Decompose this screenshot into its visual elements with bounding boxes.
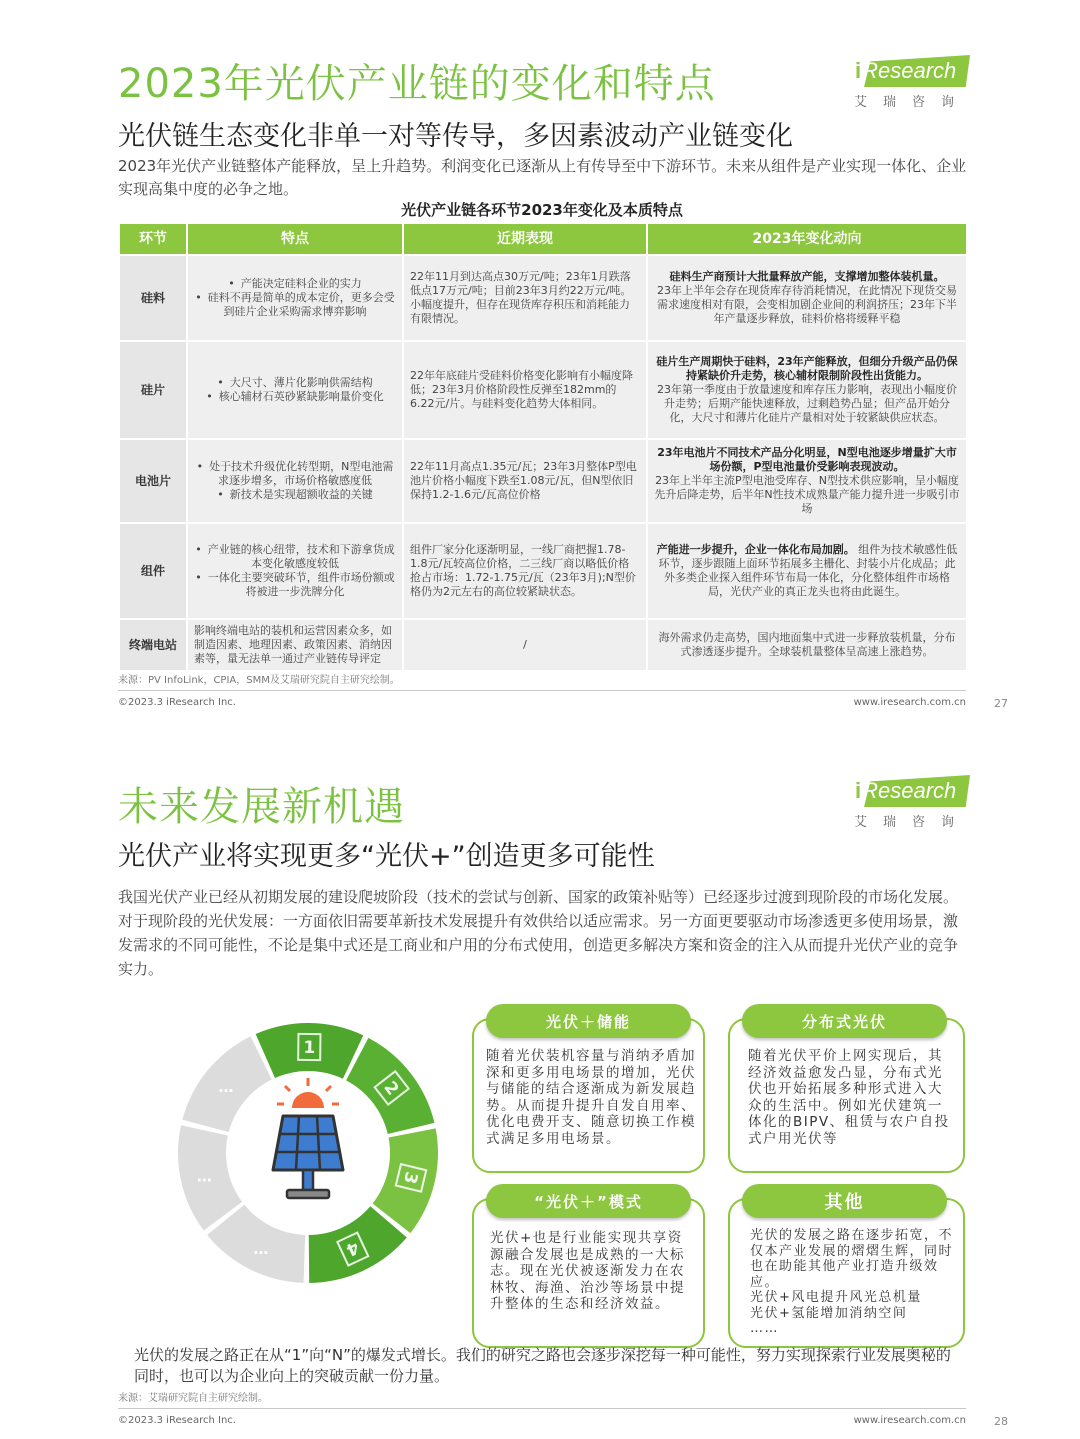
table-title: 光伏产业链各环节2023年变化及本质特点 xyxy=(401,201,683,219)
footer-divider xyxy=(118,1408,966,1409)
segment-cell: 硅料 xyxy=(120,256,186,340)
table-row xyxy=(120,440,966,522)
features-cell: 影响终端电站的装机和运营因素众多，如制造因素、地理因素、政策因素、消纳因素等，量无法单一通过产业链传导评定 xyxy=(188,620,402,670)
table-row xyxy=(120,524,966,618)
page-title: 未来发展新机遇 xyxy=(118,784,405,830)
intro-paragraph: 我国光伏产业已经从初期发展的建设爬坡阶段（技术的尝试与创新、国家的政策补贴等）已经逐步过渡到现阶段的市场化发展。对于现阶段的光伏发展：一方面依旧需要革新技术发展提升有效供给以适应需求。另一方面更要驱动市场渗透更多使用场景，激发需求的不同可能性，不论是集中式还是工商业和户用的分布式使用，创造更多解决方案和资金的注入从而提升光伏产业的竞争实力。 xyxy=(118,888,959,978)
segment-cell: 电池片 xyxy=(120,440,186,522)
trend-highlight: 产能进一步提升，企业一体化布局加剧。 xyxy=(656,543,855,556)
ring-segment-label: 1 xyxy=(303,1037,316,1059)
card-text: 光伏的发展之路在逐步拓宽，不仅本产业发展的熠熠生辉，同时也在助能其他产业打造升级效应。 光伏+风电提升风光总机量 光伏+氢能增加消纳空间 …… xyxy=(750,1228,954,1336)
logo-text: iResearch xyxy=(855,58,957,83)
industry-chain-table xyxy=(118,222,968,672)
ring-segment-label: 4 xyxy=(342,1236,362,1260)
card-others xyxy=(728,1192,965,1348)
trend-highlight: 23年电池片不同技术产品分化明显，N型电池逐步增量扩大市场份额，P型电池量价受影响表现波动。 xyxy=(657,446,957,473)
table-row xyxy=(120,256,966,340)
card-text: 随着光伏平价上网实现后，其经济效益愈发凸显，分布式光伏也开始拓展多种形式进入大众的生活中。例如光伏建筑一体化的BIPV、租赁与农户自投式户用光伏等 xyxy=(748,1048,950,1147)
feature-item: • 核心辅材石英砂紧缺影响量价变化 xyxy=(194,390,396,404)
page-number: 27 xyxy=(994,697,1008,710)
col-header: 2023年变化动向 xyxy=(648,224,966,254)
trend-cell xyxy=(648,342,966,438)
feature-item: • 处于技术升级优化转型期，N型电池需求逐步增多，市场价格敏感度低 xyxy=(194,460,396,488)
intro-paragraph: 2023年光伏产业链整体产能释放，呈上升趋势。利润变化已逐渐从上有传导至中下游环节。未来从组件是产业实现一体化、企业实现高集中度的必争之地。 xyxy=(118,157,967,198)
card-tag: 分布式光伏 xyxy=(742,1004,947,1038)
page-title: 2023年光伏产业链的变化和特点 xyxy=(118,61,716,107)
source-note: 来源：艾瑞研究院自主研究绘制。 xyxy=(118,1393,268,1404)
trend-cell: 海外需求仍走高势，国内地面集中式进一步释放装机量，分布式渗透逐步提升。全球装机量整体呈高速上涨趋势。 xyxy=(648,620,966,670)
recent-cell: 22年11月到达高点30万元/吨；23年1月跌落低点17万元/吨；目前23年3月约22万元/吨。小幅度提升，但存在现货库存积压和消耗能力有限情况。 xyxy=(404,256,646,340)
solar-panel-icon xyxy=(273,1078,343,1198)
col-header: 近期表现 xyxy=(404,224,646,254)
logo-text-rest: Research xyxy=(862,778,957,803)
logo-text: iResearch xyxy=(855,778,957,803)
features-cell xyxy=(188,342,402,438)
card-text: 随着光伏装机容量与消纳矛盾加深和更多用电场景的增加，光伏与储能的结合逐渐成为新发展趋势。从而提升提升自发自用率、优化电费开支、随意切换工作模式满足多用电场景。 xyxy=(486,1048,696,1147)
page-number: 28 xyxy=(994,1415,1008,1428)
segment-cell: 硅片 xyxy=(120,342,186,438)
table-header-row xyxy=(120,224,966,254)
feature-item: • 新技术是实现超额收益的关键 xyxy=(194,488,396,502)
card-tag: “光伏＋”模式 xyxy=(486,1184,691,1218)
card-text: 光伏+也是行业能实现共享资源融合发展也是成熟的一大标志。现在光伏被逐渐发力在农林牧、海渔、治沙等场景中提升整体的生态和经济效益。 xyxy=(490,1230,685,1312)
closing-paragraph: 光伏的发展之路正在从“1”向“N”的爆发式增长。我们的研究之路也会逐步深挖每一种可能性，努力实现探索行业发展奥秘的同时，也可以为企业向上的突破贡献一份力量。 xyxy=(134,1346,951,1385)
features-cell xyxy=(188,440,402,522)
website-link[interactable]: www.iresearch.com.cn xyxy=(853,697,966,708)
source-note: 来源：PV InfoLink，CPIA，SMM及艾瑞研究院自主研究绘制。 xyxy=(118,675,400,686)
ring-segment-label: 2 xyxy=(379,1077,403,1100)
segment-cell: 终端电站 xyxy=(120,620,186,670)
ring-segment-label: 3 xyxy=(398,1169,422,1186)
card-distributed xyxy=(728,1012,965,1173)
iresearch-logo xyxy=(852,775,972,835)
trend-cell xyxy=(648,256,966,340)
iresearch-logo xyxy=(852,55,972,115)
recent-cell: 22年年底硅片受硅料价格变化影响有小幅度降低；23年3月价格阶段性反弹至182mm的6.22元/片。与硅料变化趋势大体相同。 xyxy=(404,342,646,438)
footer-divider xyxy=(118,690,966,691)
trend-highlight: 硅片生产周期快于硅料，23年产能释放，但细分升级产品仍保持紧缺价升走势，核心辅材限制阶段性出货能力。 xyxy=(656,355,958,382)
trend-text: 23年上半年主流P型电池受库存、N型技术供应影响，呈小幅度先升后降走势，后半年N性技术成熟量产能力提升进一步吸引市场 xyxy=(654,474,960,515)
ring-segment-label: … xyxy=(218,1077,234,1096)
table-row xyxy=(120,620,966,670)
card-storage xyxy=(472,1012,705,1173)
col-header: 特点 xyxy=(188,224,402,254)
copyright: ©2023.3 iResearch Inc. xyxy=(118,697,236,708)
feature-item: • 产能决定硅料企业的实力 xyxy=(194,277,396,291)
trend-text: 23年上半年会存在现货库存待消耗情况，在此情况下现货交易需求速度相对有限，会变相加剧企业间的利润挤压；23年下半年产量逐步释放，硅料价格将缓释平稳 xyxy=(657,284,957,325)
card-tag: 光伏＋储能 xyxy=(486,1004,691,1038)
features-cell xyxy=(188,524,402,618)
table-row xyxy=(120,342,966,438)
features-cell xyxy=(188,256,402,340)
report-page-28 xyxy=(0,720,1080,1439)
logo-cn: 艾瑞咨询 xyxy=(854,815,971,830)
card-tag: 其他 xyxy=(742,1184,947,1218)
logo-text-rest: Research xyxy=(862,58,957,83)
trend-cell xyxy=(648,440,966,522)
copyright: ©2023.3 iResearch Inc. xyxy=(118,1415,236,1426)
feature-item: • 硅料不再是简单的成本定价，更多会受到硅片企业采购需求博弈影响 xyxy=(194,291,396,319)
card-pv-plus xyxy=(472,1192,705,1348)
trend-cell xyxy=(648,524,966,618)
website-link[interactable]: www.iresearch.com.cn xyxy=(853,1415,966,1426)
recent-cell: / xyxy=(404,620,646,670)
recent-cell: 22年11月高点1.35元/瓦；23年3月整体P型电池片价格小幅度下跌至1.08元/瓦，但N型依旧保持1.2-1.6元/瓦高位价格 xyxy=(404,440,646,522)
feature-item: • 一体化主要突破环节，组件市场份额或将被进一步洗牌分化 xyxy=(194,571,396,599)
page-subtitle: 光伏产业将实现更多“光伏+”创造更多可能性 xyxy=(118,841,655,872)
feature-item: • 产业链的核心纽带，技术和下游拿货成本变化敏感度较低 xyxy=(194,543,396,571)
logo-cn: 艾瑞咨询 xyxy=(854,95,971,110)
ring-segment-label: … xyxy=(253,1239,269,1258)
trend-highlight: 硅料生产商预计大批量释放产能，支撑增加整体装机量。 xyxy=(669,270,945,283)
page-subtitle: 光伏链生态变化非单一对等传导，多因素波动产业链变化 xyxy=(118,121,793,152)
trend-text: 组件为技术敏感性低环节，逐步跟随上面环节拓展多主栅化、封装小片化成品；此外多类企业探入组件环节布局一体化，分化整体组件市场格局，光伏产业的真正龙头也将由此诞生。 xyxy=(658,543,958,598)
segment-cell: 组件 xyxy=(120,524,186,618)
trend-text: 23年第一季度由于放量速度和库存压力影响，表现出小幅度价升走势；后期产能快速释放，过剩趋势凸显；但产品开始分化，大尺寸和薄片化硅片产量相对处于较紧缺供应状态。 xyxy=(657,383,957,424)
opportunity-ring xyxy=(175,1020,441,1286)
col-header: 环节 xyxy=(120,224,186,254)
feature-item: • 大尺寸、薄片化影响供需结构 xyxy=(194,376,396,390)
ring-segment-label: … xyxy=(196,1167,212,1186)
recent-cell: 组件厂家分化逐渐明显，一线厂商把握1.78-1.8元/瓦较高位价格，二三线厂商以略低价格抢占市场：1.72-1.75元/瓦（23年3月);N型价格仍为2元左右的高位较紧缺状态。 xyxy=(404,524,646,618)
